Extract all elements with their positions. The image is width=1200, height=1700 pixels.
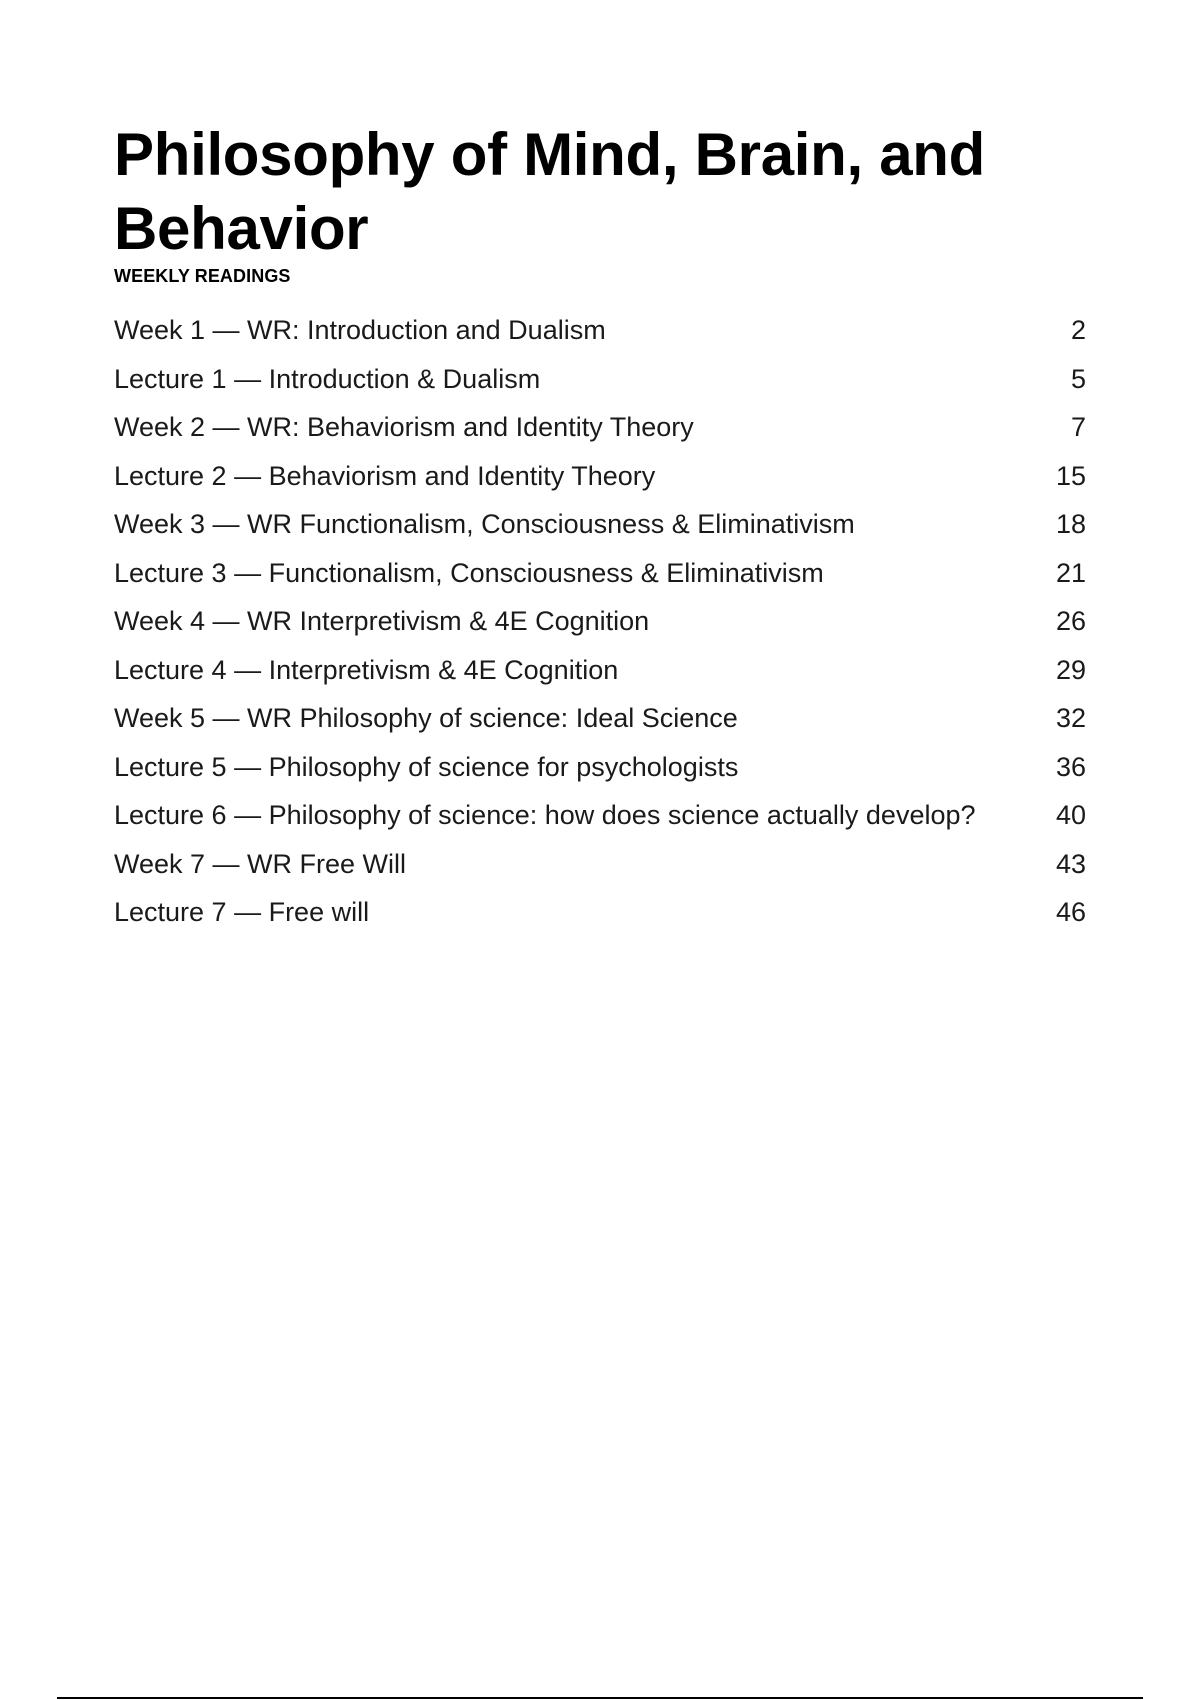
toc-entry-page: 26 <box>1055 606 1086 636</box>
toc-entry-label: Week 1 — WR: Introduction and Dualism <box>114 315 606 345</box>
toc-entry-week-5[interactable] <box>114 694 1086 743</box>
toc-entry-page: 46 <box>1055 897 1086 927</box>
toc-entry-label: Week 4 — WR Interpretivism & 4E Cognition <box>114 606 650 636</box>
toc-entry-lecture-2[interactable] <box>114 452 1086 501</box>
toc-entry-page: 15 <box>1055 460 1086 491</box>
toc-entry-page: 21 <box>1055 557 1086 588</box>
bottom-divider <box>57 1697 1143 1699</box>
toc-entry-lecture-1[interactable] <box>114 355 1086 404</box>
toc-entry-page: 2 <box>1070 315 1086 345</box>
document-title: Philosophy of Mind, Brain, and Behavior <box>114 121 985 262</box>
toc-entry-page: 43 <box>1055 848 1086 879</box>
toc-entry-page: 36 <box>1055 751 1086 782</box>
toc-entry-lecture-4[interactable] <box>114 646 1086 695</box>
toc-entry-label: Lecture 2 — Behaviorism and Identity Theory <box>114 460 656 491</box>
toc-entry-lecture-5[interactable] <box>114 743 1086 792</box>
toc-entry-lecture-3[interactable] <box>114 549 1086 598</box>
toc-entry-week-4[interactable] <box>114 597 1086 646</box>
toc-entry-page: 40 <box>1055 800 1086 830</box>
toc-entry-week-3[interactable] <box>114 500 1086 549</box>
toc-entry-label: Week 5 — WR Philosophy of science: Ideal Science <box>114 703 738 733</box>
toc-entry-label: Lecture 4 — Interpretivism & 4E Cognition <box>114 654 619 685</box>
document-subtitle: WEEKLY READINGS <box>114 266 291 286</box>
toc-entry-page: 18 <box>1055 509 1086 539</box>
toc-entry-week-2[interactable] <box>114 403 1086 452</box>
toc-entry-lecture-7[interactable] <box>114 888 1086 937</box>
toc-entry-page: 7 <box>1070 412 1086 442</box>
toc-entry-label: Lecture 6 — Philosophy of science: how does science actually develop? <box>114 800 976 830</box>
toc-entry-week-7[interactable] <box>114 840 1086 889</box>
table-of-contents <box>114 306 1086 937</box>
toc-entry-label: Lecture 3 — Functionalism, Consciousness & Eliminativism <box>114 557 824 588</box>
toc-entry-label: Week 3 — WR Functionalism, Consciousness & Eliminativism <box>114 509 855 539</box>
toc-entry-page: 32 <box>1055 703 1086 733</box>
toc-entry-week-1[interactable] <box>114 306 1086 355</box>
toc-entry-label: Lecture 7 — Free will <box>114 897 370 927</box>
toc-entry-label: Lecture 5 — Philosophy of science for psychologists <box>114 751 739 782</box>
toc-entry-label: Lecture 1 — Introduction & Dualism <box>114 363 541 394</box>
toc-entry-page: 29 <box>1055 654 1086 685</box>
toc-entry-label: Week 2 — WR: Behaviorism and Identity Theory <box>114 412 694 442</box>
toc-entry-label: Week 7 — WR Free Will <box>114 848 407 879</box>
toc-entry-lecture-6[interactable] <box>114 791 1086 840</box>
toc-entry-page: 5 <box>1070 363 1086 394</box>
